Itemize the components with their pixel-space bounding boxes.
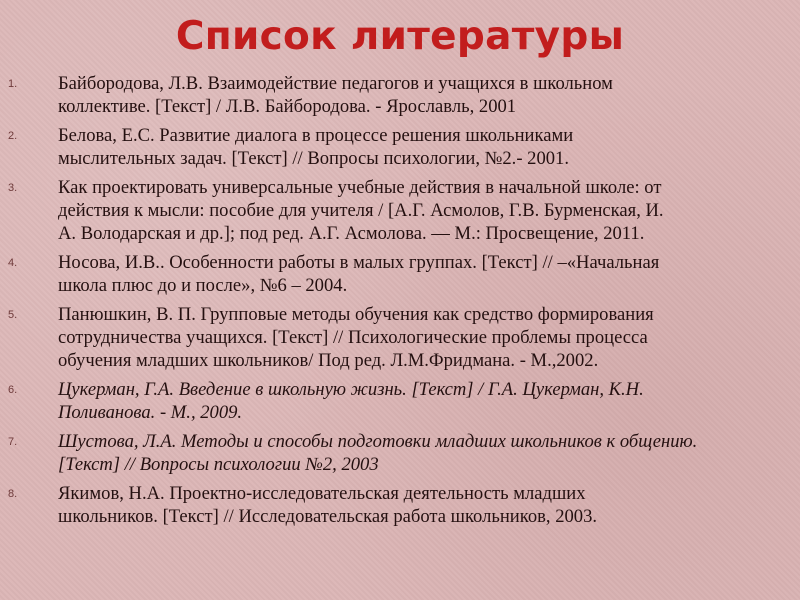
list-item-number: 7. bbox=[8, 436, 18, 448]
list-item bbox=[8, 124, 790, 170]
list-item bbox=[8, 378, 790, 424]
list-item-number: 4. bbox=[8, 257, 18, 269]
list-item-line: школа плюс до и после», №6 – 2004. bbox=[58, 275, 348, 296]
list-item bbox=[8, 251, 790, 297]
list-item-line: Цукерман, Г.А. Введение в школьную жизнь. [Текст] / Г.А. Цукерман, К.Н. bbox=[58, 379, 644, 400]
list-item-number: 5. bbox=[8, 309, 18, 321]
list-item-text bbox=[58, 124, 790, 170]
list-item-line: [Текст] // Вопросы психологии №2, 2003 bbox=[58, 454, 379, 475]
list-item bbox=[8, 430, 790, 476]
list-item-line: обучения младших школьников/ Под ред. Л.М.Фридмана. - М.,2002. bbox=[58, 350, 599, 371]
list-item-line: Якимов, Н.А. Проектно-исследовательская деятельность младших bbox=[58, 483, 586, 504]
list-item-line: Как проектировать универсальные учебные действия в начальной школе: от bbox=[58, 177, 662, 198]
page-title: Список литературы bbox=[175, 14, 625, 59]
list-item-line: коллективе. [Текст] / Л.В. Байбородова. - Ярославль, 2001 bbox=[58, 96, 517, 117]
list-item-number: 1. bbox=[8, 78, 18, 90]
list-item bbox=[8, 72, 790, 118]
list-item-number: 6. bbox=[8, 384, 18, 396]
list-item-text bbox=[58, 303, 790, 372]
list-item-line: А. Володарская и др.]; под ред. А.Г. Асмолова. — М.: Просвещение, 2011. bbox=[58, 223, 645, 244]
list-item-number: 8. bbox=[8, 488, 18, 500]
list-item bbox=[8, 482, 790, 528]
list-item-line: сотрудничества учащихся. [Текст] // Психологические проблемы процесса bbox=[58, 327, 648, 348]
list-item-line: действия к мысли: пособие для учителя / [А.Г. Асмолов, Г.В. Бурменская, И. bbox=[58, 200, 664, 221]
list-item bbox=[8, 176, 790, 245]
list-item-line: школьников. [Текст] // Исследовательская работа школьников, 2003. bbox=[58, 506, 598, 527]
list-item-text bbox=[58, 378, 790, 424]
list-item-line: мыслительных задач. [Текст] // Вопросы психологии, №2.- 2001. bbox=[58, 148, 570, 169]
list-item-text bbox=[58, 430, 790, 476]
list-item-line: Поливанова. - М., 2009. bbox=[58, 402, 243, 423]
list-item-text bbox=[58, 176, 790, 245]
list-item-number: 2. bbox=[8, 130, 18, 142]
list-item bbox=[8, 303, 790, 372]
list-item-line: Белова, Е.С. Развитие диалога в процессе решения школьниками bbox=[58, 125, 574, 146]
list-item-text bbox=[58, 251, 790, 297]
list-item-line: Панюшкин, В. П. Групповые методы обучения как средство формирования bbox=[58, 304, 654, 325]
list-item-line: Байбородова, Л.В. Взаимодействие педагогов и учащихся в школьном bbox=[58, 73, 613, 94]
bibliography-list bbox=[8, 72, 790, 534]
list-item-number: 3. bbox=[8, 182, 18, 194]
list-item-text bbox=[58, 482, 790, 528]
list-item-line: Шустова, Л.А. Методы и способы подготовки младших школьников к общению. bbox=[58, 431, 698, 452]
list-item-line: Носова, И.В.. Особенности работы в малых группах. [Текст] // –«Начальная bbox=[58, 252, 660, 273]
list-item-text bbox=[58, 72, 790, 118]
